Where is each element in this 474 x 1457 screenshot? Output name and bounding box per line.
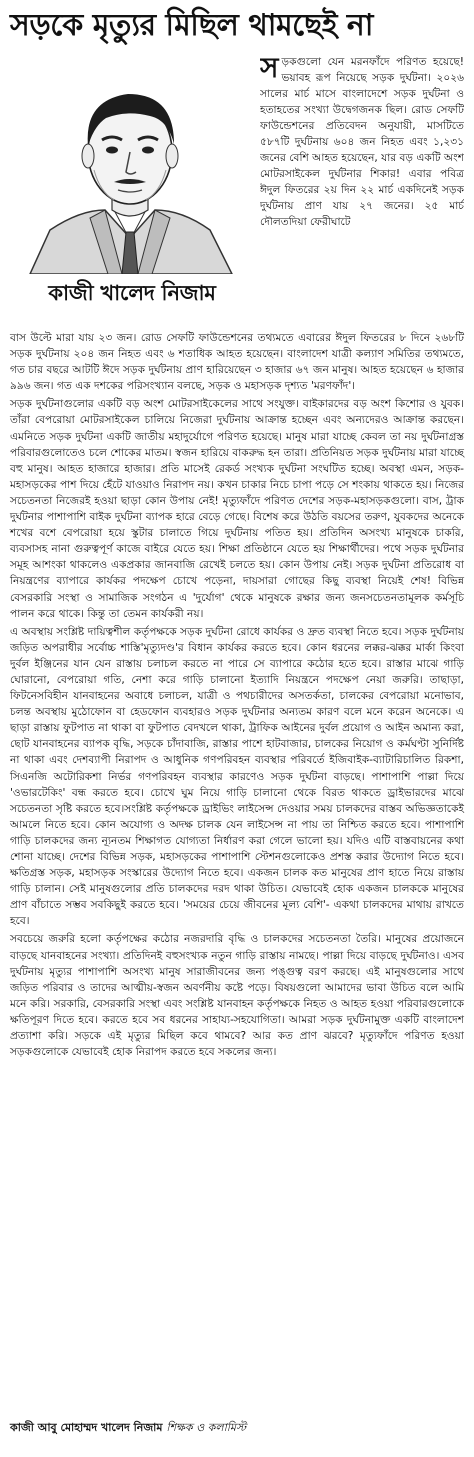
article-headline: সড়কে মৃত্যুর মিছিল থামছেই না [10,8,374,43]
author-portrait [10,60,250,274]
author-byline: কাজী খালেদ নিজাম [48,281,216,305]
drop-cap: স [260,54,279,84]
article-top-section [10,54,464,1059]
body-paragraph-4: সবচেয়ে জরুরি হলো কর্তৃপক্ষের কঠোর নজরদারি বৃদ্ধি ও চালকদের সচেতনতা তৈরি। মানুষের প্রয়োজনে বাড়ছে যানবাহনের সংখ্যা। প্রতিদিনই বহুসংখ্যক নতুন গাড়ি রাস্তায় নামছে। পাল্লা দিয়ে বাড়ছে দুর্ঘটনাও। এসব দুর্ঘটনায় মৃত্যুর পাশাপাশি অসংখ্য মানুষ সারাজীবনের জন্য পঙ্গুত্ব বরণ করছে। এই মানুষগুলোর সাথে জড়িত পরিবার ও তাদের আত্মীয়-স্বজন অবর্ণনীয় কষ্টে পড়ে। বিষয়গুলো আমাদের ভাবা উচিত বলে আমি মনে করি। সরকারি, বেসরকারি সংস্থা এবং সংশ্লিষ্ট যানবাহন কর্তৃপক্ষকে নিহত ও আহত হওয়া পরিবারগুলোকে ক্ষতিপূরণ দিতে হবে। করতে হবে সব ধরনের সাহায্য-সহযোগিতা। আমরা সড়ক দুর্ঘটনামুক্ত একটি বাংলাদেশ প্রত্যাশা করি। সড়কে এই মৃত্যুর মিছিল কবে থামবে? আর কত প্রাণ ঝরবে? মৃত্যুফাঁদে পরিণত হওয়া সড়কগুলোকে যেভাবেই হোক নিরাপদ করতে হবে সকলের জন্য। [10,933,464,1059]
article-body [10,330,464,1062]
article-footer [10,1420,464,1436]
intro-text: ড়কগুলো যেন মরনফাঁদে পরিণত হয়েছে! ভয়াবহ রূপ নিয়েছে সড়ক দুর্ঘটনা। ২০২৬ সালের মার্চ মাসে বাংলাদেশে সড়ক দুর্ঘটনা ও হতাহতের সংখ্যা উদ্বেগজনক ছিল। রোড সেফটি ফাউন্ডেশনের প্রতিবেদন অনুযায়ী, মাসটিতে ৫৮৭টি দুর্ঘটনায় ৬০৪ জন নিহত এবং ১,২৩১ জনের বেশি আহত হয়েছেন, যার বড় একটি অংশ মোটরসাইকেল দুর্ঘটনার শিকার! এবার পবিত্র ঈদুল ফিতরের ২য় দিন ২২ মার্চ একদিনেই সড়ক দুর্ঘটনায় প্রাণ যায় ২৭ জনের। ২৫ মার্চ দৌলতদিয়া ফেরীঘাটে [260,56,464,228]
body-paragraph-2: সড়ক দুর্ঘটনাগুলোর একটি বড় অংশ মোটরসাইকেলের সাথে সংযুক্ত। বাইকারদের বড় অংশ কিশোর ও যুবক। তাঁরা বেপরোয়া মোটরসাইকেল চালিয়ে নিজেরা দুর্ঘটনায় আক্রান্ত হচ্ছেন এবং অন্যদেরও আক্রান্ত করছেন। এমনিতে সড়ক দুর্ঘটনা একটি জাতীয় মহাদুর্যোগে পরিণত হয়েছে। মানুষ মারা যাচ্ছে কেবল তা নয় দুর্ঘটনাগ্রস্ত পরিবারগুলোতেও চলে শোকের মাতম। স্বজন হারিয়ে বাকরুদ্ধ হন তারা। প্রতিনিয়ত সড়ক দুর্ঘটনায় মারা যাচ্ছে বহু মানুষ। আহত হাজারে হাজার। প্রতি মাসেই রেকর্ড সংখ্যক দুর্ঘটনা সংঘটিত হচ্ছে। অবস্থা এমন, সড়ক-মহাসড়কের পাশ দিয়ে হেঁটে যাওয়াও নিরাপদ নয়। কখন চাকার নিচে চাপা পড়ে সে শংকায় থাকতে হয়। নিজের সচেতনতা নিজেরই হওয়া ছাড়া কোন উপায় নেই! মৃত্যুফাঁদে পরিণত দেশের সড়ক-মহাসড়কগুলো। বাস, ট্রাক দুর্ঘটনার পাশাপাশি বাইক দুর্ঘটনা ব্যাপক হারে বেড়ে গেছে। বিশেষ করে উঠতি বয়সের তরুণ, যুবকদের অনেকে শখের বশে বেপরোয়া হয়ে স্কুটার চালাতে গিয়ে দুর্ঘটনায় পতিত হয়। প্রতিদিন অসংখ্য মানুষকে চাকরি, ব্যবসাসহ নানা গুরুত্বপূর্ণ কাজে বাইরে যেতে হয়। শিক্ষা প্রতিষ্ঠানে যেতে হয় শিক্ষার্থীদের। পথে সড়ক দুর্ঘটনার সমূহ আশংকা থাকলেও একপ্রকার জানবাজি রেখেই চলতে হয়। কোন উপায় নেই। সড়ক দুর্ঘটনা প্রতিরোধ বা নিয়ন্ত্রণের ব্যাপারে কার্যকর পদক্ষেপ চোখে পড়েনা, দায়সারা গোছের কিছু ব্যবস্থা নিয়েই শেষ! বিভিন্ন বেসরকারি সংস্থা ও সামাজিক সংগঠন এ 'দুর্যোগ' থেকে মানুষকে রক্ষার জন্য জনসচেতনতামূলক কর্মসূচি পালন করে থাকে। কিন্তু তা তেমন কার্যকরী নয়। [10,398,464,620]
footer-author-role: শিক্ষক ও কলামিস্ট [166,1421,247,1434]
intro-paragraph [260,54,464,326]
footer-author-name: কাজী আবু মোহাম্মদ খালেদ নিজাম [10,1421,163,1434]
body-paragraph-3: এ অবস্থায় সংশ্লিষ্ট দায়িত্বশীল কর্তৃপক্ষকে সড়ক দুর্ঘটনা রোধে কার্যকর ও দ্রুত ব্যবস্থা নিতে হবে। সড়ক দুর্ঘটনায় জড়িত অপরাধীর সর্বোচ্চ শাস্তি'মৃত্যুদণ্ড'র বিধান কার্যকর করতে হবে। কোন ধরনের লক্কর-ঝক্কর মার্কা কিংবা দুর্বল ইঞ্জিনের যান যেন রাস্তায় চলাচল করতে না পারে সে ব্যাপারে কঠোর হতে হবে। রাস্তার মাঝে গাড়ি ঘোরানো, বেপরোয়া গতি, নেশা করে গাড়ি চালানো ইত্যাদি নিয়ন্ত্রনে পদক্ষেপ নেয়া জরুরি। তাছাড়া, ফিটনেসবিহীন যানবাহনের অবাধে চলাচল, যাত্রী ও পথচারীদের অসতর্কতা, চালকের বেপরোয়া মনোভাব, চলন্ত অবস্থায় মুঠোফোন বা হেডফোন ব্যবহারও সড়ক দুর্ঘটনার অন্যতম কারণ বলে মনে করেন অনেকে। এ ছাড়া রাস্তায় ফুটপাত না থাকা বা ফুটপাত বেদখলে থাকা, ট্রাফিক আইনের দুর্বল প্রয়োগ ও আইন অমান্য করা, ছোট যানবাহনের ব্যাপক বৃদ্ধি, সড়কে চাঁদাবাজি, রাস্তার পাশে হাটবাজার, চালকের নিয়োগ ও কর্মঘণ্টা সুনির্দিষ্ট না থাকা এবং দেশব্যাপী নিরাপদ ও আধুনিক গণপরিবহন ব্যবস্থার পরিবর্তে ইজিবাইক-ব্যাটারিচালিত রিকশা, সিএনজি অটোরিকশা নির্ভর গণপরিবহন ব্যবস্থার কারণেও সড়ক দুর্ঘটনা বাড়ছে। পাশাপাশি পাল্লা দিয়ে 'ওভারটেকিং' বন্ধ করতে হবে। চোখে ঘুম নিয়ে গাড়ি চালানো থেকে বিরত থাকতে ড্রাইভারদের মাঝে সচেতনতা সৃষ্টি করতে হবে।সংশ্লিষ্ট কর্তৃপক্ষকে ড্রাইভিং লাইসেন্স দেওয়ার সময় চালকদের বাস্তব অভিজ্ঞতাকেই আমলে নিতে হবে। কোন অযোগ্য ও অদক্ষ চালক যেন লাইসেন্স না পায় তা নিশ্চিত করতে হবে। পাশাপাশি গাড়ি চালকদের জন্য ন্যূনতম শিক্ষাগত যোগ্যতা নির্ধারণ করা গেলে ভালো হয়। যদিও এটি বাস্তবায়নের কথা শোনা যাচ্ছে। দেশের বিভিন্ন সড়ক, মহাসড়কের পাশাপাশি স্টেশনগুলোকেও প্রশস্ত করার উদ্যোগ নিতে হবে। ক্ষতিগ্রস্ত সড়ক, মহাসড়ক সংস্কারের উদ্যোগ নিতে হবে। একজন চালক কত মানুষের প্রাণ হাতে নিয়ে রাস্তায় গাড়ি চালান। সেই মানুষগুলোর প্রতি চালকদের দরদ থাকা উচিত। যেভাবেই হোক একজন চালককে মানুষের প্রাণ বাঁচাতে সম্ভব সবকিছুই করতে হবে। 'সময়ের চেয়ে জীবনের মূল্য বেশি'- একথা চালকদের মাথায় রাখতে হবে। [10,625,464,928]
author-portrait-sketch-icon [10,60,250,274]
body-paragraph-1: বাস উল্টে মারা যায় ২৩ জন। রোড সেফটি ফাউন্ডেশনের তথ্যমতে এবারের ঈদুল ফিতরের ৮ দিনে ২৬৮টি সড়ক দুর্ঘটনায় ২০৪ জন নিহত এবং ৬ শতাধিক আহত হয়েছেন। বাংলাদেশ যাত্রী কল্যাণ সমিতির তথ্যমতে, গত চার বছরে আটটি ঈদে সড়ক দুর্ঘটনায় প্রাণ হারিয়েছেন ৩ হাজার ৬৭ জন মানুষ। আহত হয়েছেন ৬ হাজার ৯৯৬ জন। গত এক দশকের পরিসংখ্যান বলছে, সড়ক ও মহাসড়ক দৃশ্যত 'মরণফাঁদ'। [10,332,464,393]
